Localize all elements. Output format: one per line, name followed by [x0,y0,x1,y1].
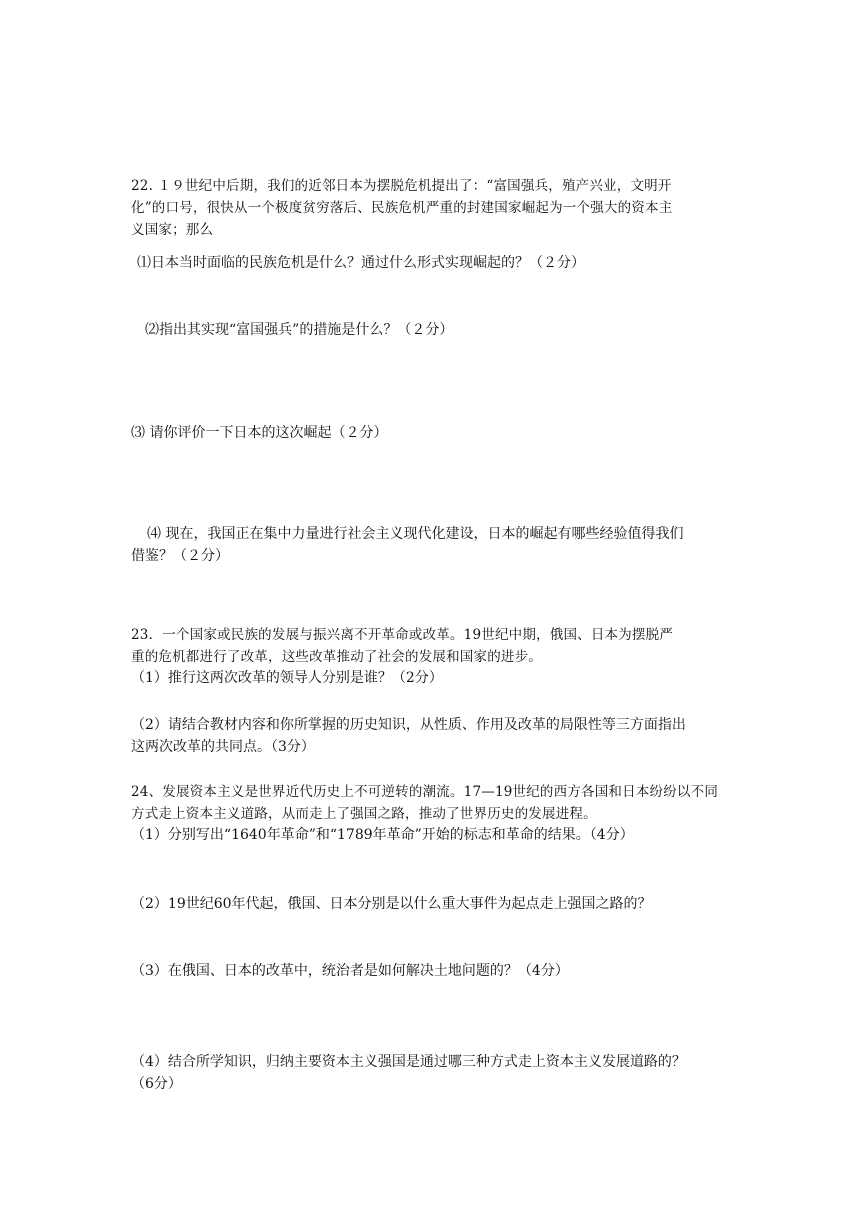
q23-subquestion-2-line-1: （2）请结合教材内容和你所掌握的历史知识，从性质、作用及改革的局限性等三方面指出 [131,717,686,733]
q22-subquestion-1: ⑴日本当时面临的民族危机是什么？通过什么形式实现崛起的？（２分） [137,255,585,271]
q22-subquestion-4-line-2: 借鉴？（２分） [131,548,229,564]
q22-subquestion-4-line-1: ⑷ 现在，我国正在集中力量进行社会主义现代化建设，日本的崛起有哪些经验值得我们 [147,526,684,542]
q24-subquestion-2: （2）19世纪60年代起，俄国、日本分别是以什么重大事件为起点走上强国之路的？ [131,896,652,912]
q23-stem-line-1: 23．一个国家或民族的发展与振兴离不开革命或改革。19世纪中期，俄国、日本为摆脱严 [131,627,674,643]
q23-subquestion-1: （1）推行这两次改革的领导人分别是谁？（2分） [131,670,443,686]
q24-subquestion-1: （1）分别写出“1640年革命”和“1789年革命”开始的标志和革命的结果。（4分） [131,827,634,843]
q24-subquestion-3: （3）在俄国、日本的改革中，统治者是如何解决土地问题的？（4分） [131,963,569,979]
q22-subquestion-2: ⑵指出其实现“富国强兵”的措施是什么？（２分） [145,322,454,338]
q22-stem-line-2: 化”的口号，很快从一个极度贫穷落后、民族危机严重的封建国家崛起为一个强大的资本主 [131,200,673,216]
q23-subquestion-2-line-2: 这两次改革的共同点。（3分） [131,739,315,755]
q24-subquestion-4-line-1: （4）结合所学知识，归纳主要资本主义强国是通过哪三种方式走上资本主义发展道路的？ [131,1054,686,1070]
q22-stem-line-1: 22. １９世纪中后期，我们的近邻日本为摆脱危机提出了：“富国强兵，殖产兴业，文明开 [131,178,672,194]
q24-stem-line-2: 方式走上资本主义道路，从而走上了强国之路，推动了世界历史的发展进程。 [131,806,597,822]
q22-stem-line-3: 义国家；那么 [131,222,214,238]
q22-subquestion-3: ⑶ 请你评价一下日本的这次崛起（２分） [131,425,388,441]
q23-stem-line-2: 重的危机都进行了改革，这些改革推动了社会的发展和国家的进步。 [131,649,542,665]
q24-subquestion-4-line-2: （6分） [131,1076,182,1092]
q24-stem-line-1: 24、发展资本主义是世界近代历史上不可逆转的潮流。17—19世纪的西方各国和日本纷纷以不同 [131,784,719,800]
